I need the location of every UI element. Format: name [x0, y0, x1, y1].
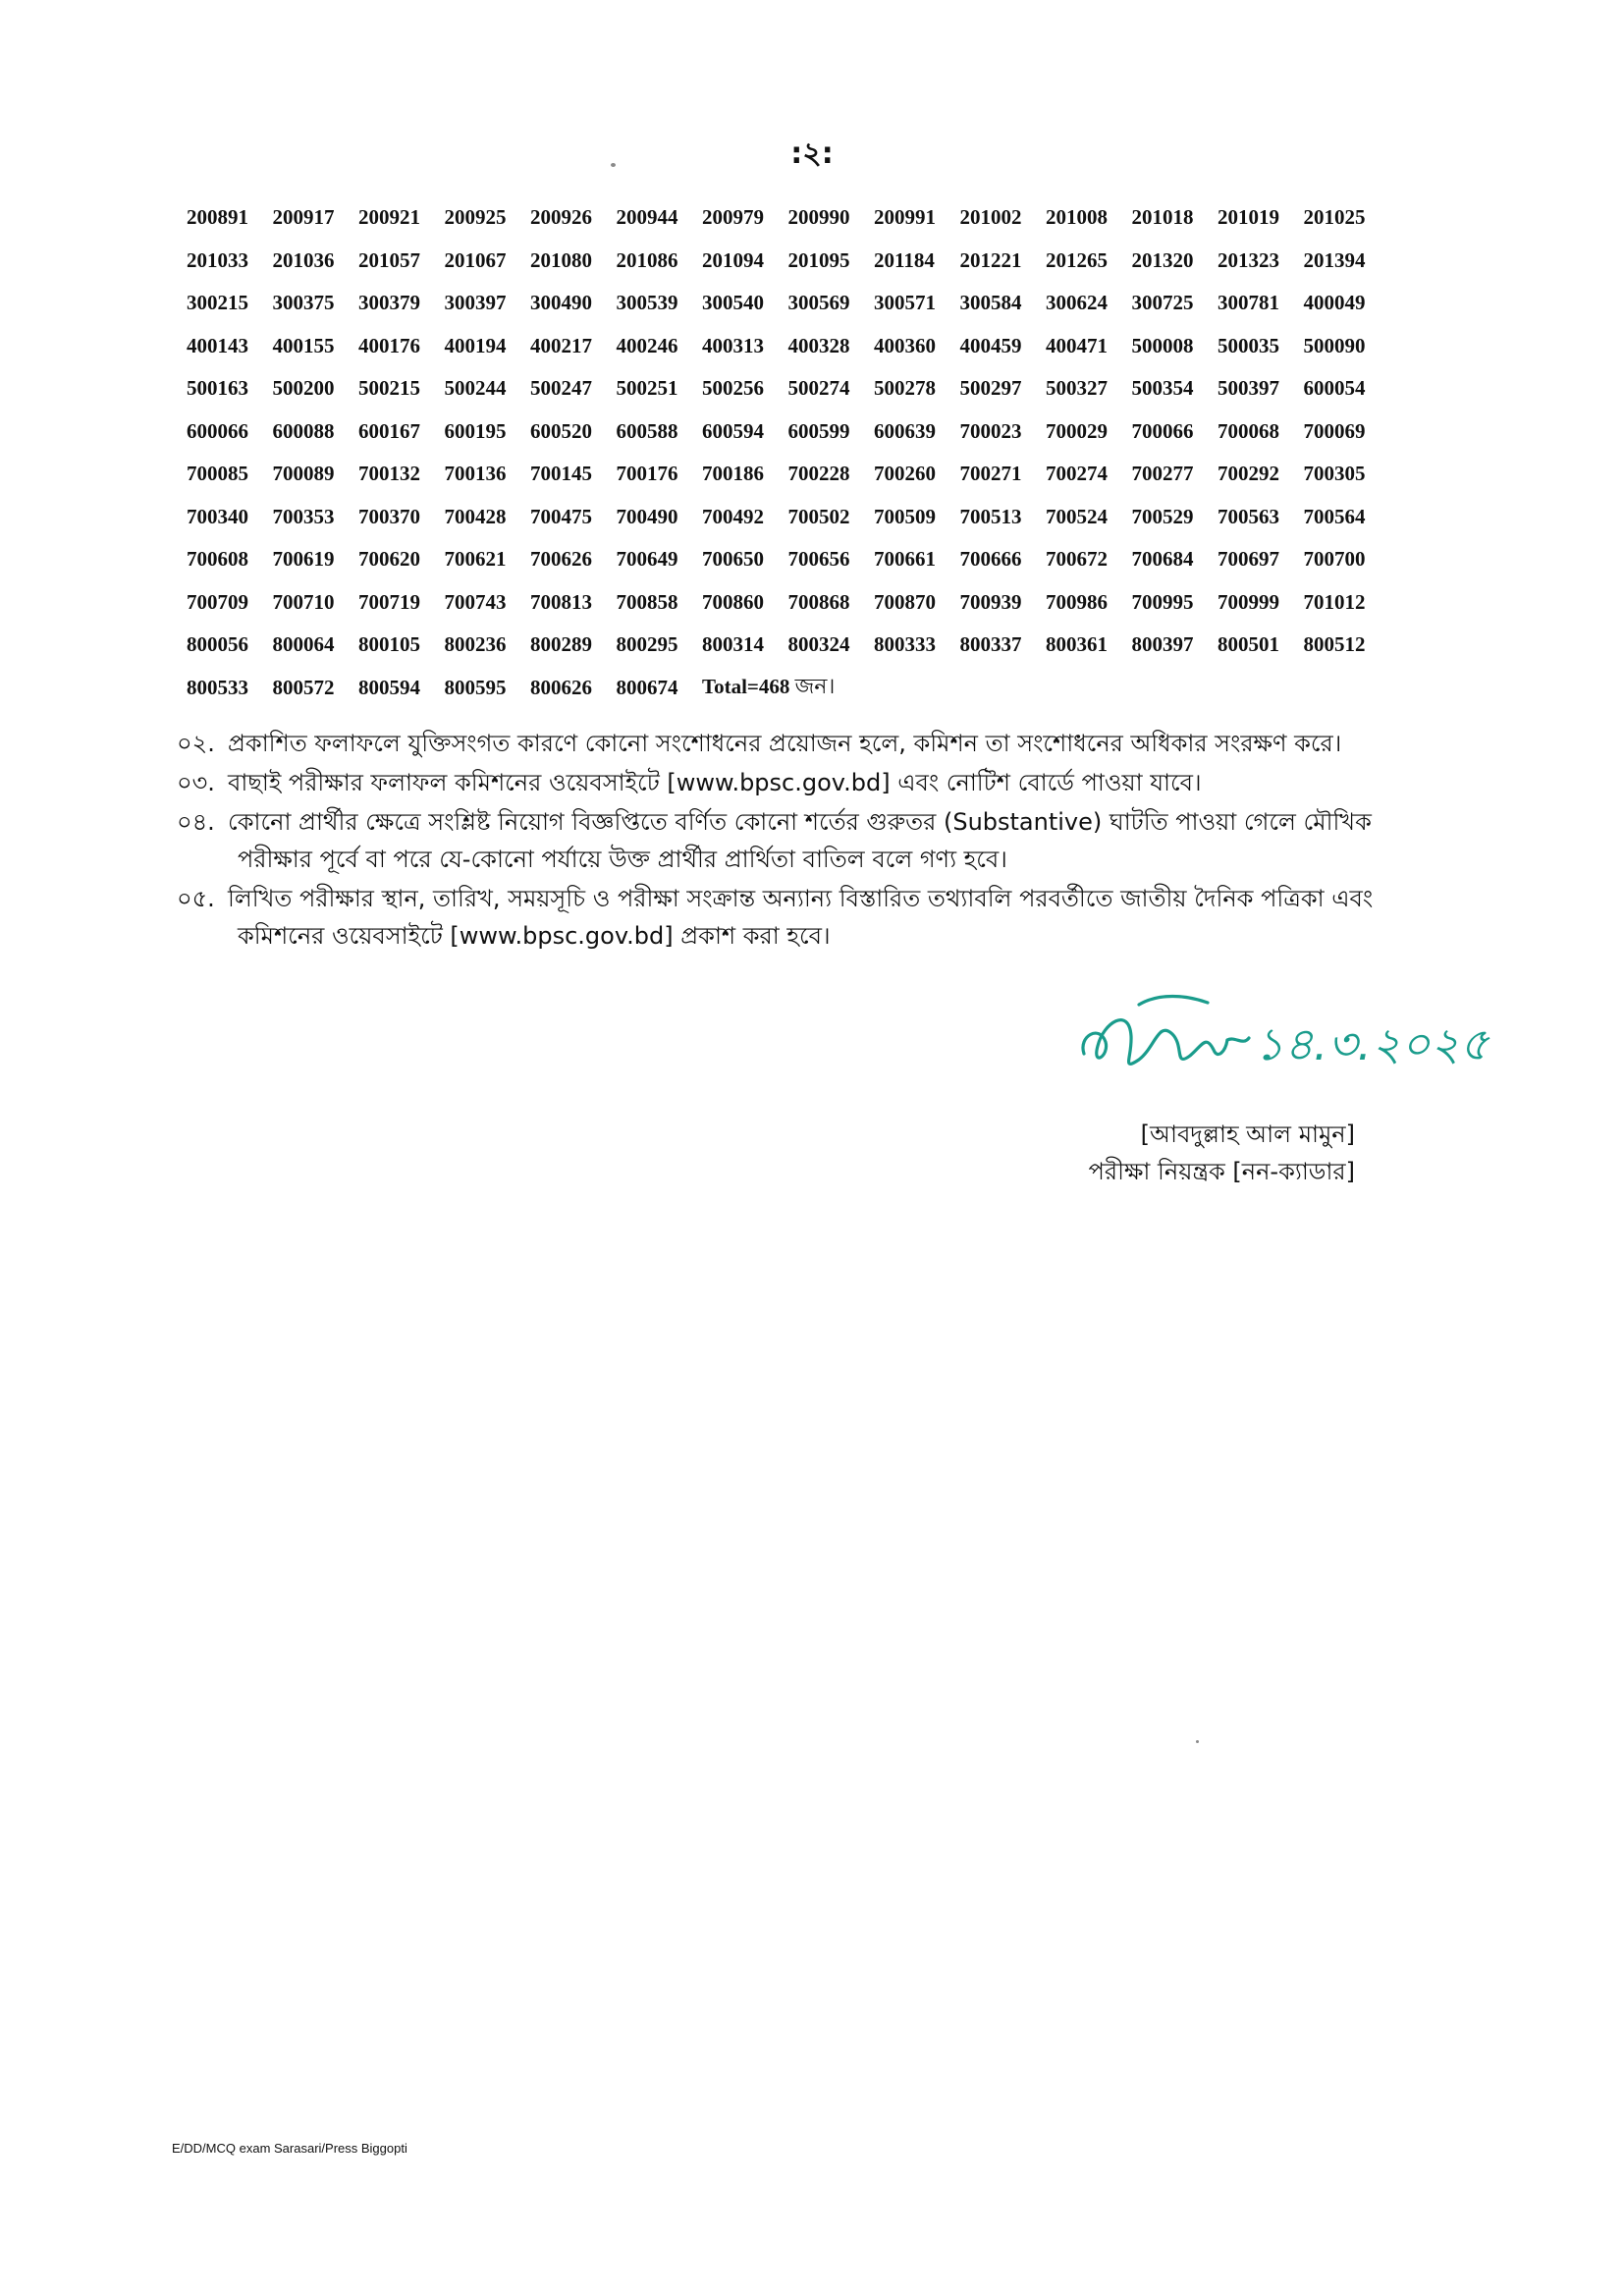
roll-number: 300379: [358, 291, 420, 315]
roll-number: 200925: [444, 205, 507, 230]
roll-number: 700529: [1131, 504, 1194, 528]
note-text: [228, 725, 1492, 762]
roll-number: 200991: [874, 205, 936, 230]
roll-number: 800626: [530, 675, 592, 699]
roll-number: 700621: [444, 547, 507, 572]
roll-number: 700620: [358, 547, 420, 572]
roll-number: 201036: [272, 247, 335, 272]
roll-number: 200926: [530, 205, 592, 230]
note-line: প্রকাশিত ফলাফলে যুক্তিসংগত কারণে কোনো সংশোধনের প্রয়োজন হলে, কমিশন তা সংশোধনের অধিকার সংরক্ষণ করে।: [228, 730, 1342, 757]
roll-number: 700813: [530, 589, 592, 614]
roll-number: 300215: [187, 291, 248, 315]
roll-number: 201394: [1303, 247, 1366, 272]
roll-number: 700710: [272, 589, 335, 614]
roll-number: 800324: [787, 632, 850, 657]
roll-number: 700132: [358, 462, 420, 486]
note-line: কোনো প্রার্থীর ক্ষেত্রে সংশ্লিষ্ট নিয়োগ বিজ্ঞপ্তিতে বর্ণিত কোনো শর্তের গুরুতর (Substantive) ঘাটতি পাওয়া গেলে মৌখিক: [228, 808, 1372, 836]
roll-number: 400176: [358, 333, 420, 357]
roll-number: 700509: [874, 504, 936, 528]
roll-number: 700277: [1131, 462, 1194, 486]
signature-graphic: [1070, 977, 1542, 1124]
roll-number: 700697: [1218, 547, 1279, 572]
scan-speck: [611, 163, 616, 167]
roll-number: 500215: [358, 376, 420, 401]
roll-number: 500297: [959, 376, 1022, 401]
note-number: ০৫.: [177, 885, 215, 912]
roll-number: 201086: [616, 247, 678, 272]
roll-number: 200917: [272, 205, 335, 230]
roll-row: [187, 325, 1389, 368]
note-text: [228, 803, 1492, 878]
roll-number: 700524: [1046, 504, 1108, 528]
roll-number: 700986: [1046, 589, 1108, 614]
footer-reference: E/DD/MCQ exam Sarasari/Press Biggopti: [172, 2141, 407, 2156]
roll-number: 201008: [1046, 205, 1108, 230]
note-number: ০৪.: [177, 808, 215, 836]
roll-number: 700023: [959, 418, 1022, 443]
note-line: বাছাই পরীক্ষার ফলাফল কমিশনের ওয়েবসাইটে [www.bpsc.gov.bd] এবং নোটিশ বোর্ডে পাওয়া যাবে।: [228, 769, 1202, 796]
roll-number: 300584: [959, 291, 1022, 315]
roll-row: [187, 367, 1389, 410]
roll-number: 400194: [444, 333, 507, 357]
roll-number: 201067: [444, 247, 507, 272]
note-number: ০২.: [177, 730, 215, 757]
signatory-name: [আবদুল্লাহ আল মামুন]: [1140, 1121, 1355, 1148]
roll-number: 700228: [787, 462, 850, 486]
roll-number: 700068: [1218, 418, 1279, 443]
roll-number: 400246: [616, 333, 678, 357]
roll-number: 500200: [272, 376, 335, 401]
note-text: [228, 880, 1492, 955]
roll-number: 400049: [1303, 291, 1366, 315]
roll-number: 201320: [1131, 247, 1194, 272]
note-item: [177, 880, 1492, 955]
roll-number: 500354: [1131, 376, 1194, 401]
roll-number: 700492: [702, 504, 764, 528]
roll-number: 700340: [187, 504, 248, 528]
roll-number: 300397: [444, 291, 507, 315]
roll-number: 700666: [959, 547, 1022, 572]
roll-number: 300725: [1131, 291, 1194, 315]
signatory-block: [1041, 1116, 1355, 1190]
roll-number: 700650: [702, 547, 764, 572]
roll-number: 700995: [1131, 589, 1194, 614]
roll-row: [187, 410, 1389, 454]
roll-number: 700305: [1303, 462, 1366, 486]
roll-number: 800512: [1303, 632, 1366, 657]
roll-number: 600195: [444, 418, 507, 443]
roll-number: 200921: [358, 205, 420, 230]
roll-number: 400313: [702, 333, 764, 357]
roll-row: [187, 196, 1389, 240]
roll-number: 700939: [959, 589, 1022, 614]
roll-number: 700069: [1303, 418, 1366, 443]
roll-number: 201080: [530, 247, 592, 272]
roll-number: 201095: [787, 247, 850, 272]
roll-number: 700186: [702, 462, 764, 486]
note-line: লিখিত পরীক্ষার স্থান, তারিখ, সময়সূচি ও পরীক্ষা সংক্রান্ত অন্যান্য বিস্তারিত তথ্যাবলি পরবর্তীতে জাতীয় দৈনিক পত্রিকা এবং: [228, 885, 1374, 912]
roll-number: 201265: [1046, 247, 1108, 272]
roll-number: 200944: [616, 205, 678, 230]
roll-number: 800533: [187, 675, 248, 699]
roll-number-table: [187, 196, 1389, 709]
roll-row: [187, 282, 1389, 325]
roll-number: 500163: [187, 376, 248, 401]
total-label: Total=468: [702, 674, 790, 698]
roll-number: 700709: [187, 589, 248, 614]
roll-number: 700626: [530, 547, 592, 572]
roll-number: 800501: [1218, 632, 1279, 657]
signatory-designation: পরীক্ষা নিয়ন্ত্রক [নন-ক্যাডার]: [1088, 1158, 1355, 1185]
roll-number: 400143: [187, 333, 248, 357]
roll-number: 700858: [616, 589, 678, 614]
roll-number: 700700: [1303, 547, 1366, 572]
roll-number: 700719: [358, 589, 420, 614]
roll-row: [187, 453, 1389, 496]
notes-list: [177, 725, 1492, 957]
roll-row: [187, 667, 1389, 710]
roll-number: 700661: [874, 547, 936, 572]
roll-number: 300571: [874, 291, 936, 315]
roll-number: 800064: [272, 632, 335, 657]
roll-number: 700370: [358, 504, 420, 528]
roll-number: 200979: [702, 205, 764, 230]
roll-number: 700475: [530, 504, 592, 528]
roll-number: 400471: [1046, 333, 1108, 357]
roll-number: 800397: [1131, 632, 1194, 657]
roll-number: 700428: [444, 504, 507, 528]
roll-number: 700274: [1046, 462, 1108, 486]
note-line: কমিশনের ওয়েবসাইটে [www.bpsc.gov.bd] প্রকাশ করা হবে।: [238, 922, 831, 950]
roll-number: 700608: [187, 547, 248, 572]
roll-number: 701012: [1303, 589, 1366, 614]
roll-number: 500244: [444, 376, 507, 401]
roll-number: 200891: [187, 205, 248, 230]
roll-row: [187, 240, 1389, 283]
roll-number: 500090: [1303, 333, 1366, 357]
roll-number: 700066: [1131, 418, 1194, 443]
roll-number: 500008: [1131, 333, 1194, 357]
roll-number: 800289: [530, 632, 592, 657]
roll-number: 300539: [616, 291, 678, 315]
roll-number: 700672: [1046, 547, 1108, 572]
roll-number: 700145: [530, 462, 592, 486]
roll-number: 800314: [702, 632, 764, 657]
roll-number: 600066: [187, 418, 248, 443]
handwritten-signature: [1070, 977, 1542, 1128]
roll-number: 300569: [787, 291, 850, 315]
roll-number: 700563: [1218, 504, 1279, 528]
roll-number: 500256: [702, 376, 764, 401]
roll-number: 800333: [874, 632, 936, 657]
roll-number: 201025: [1303, 205, 1366, 230]
roll-number: 600167: [358, 418, 420, 443]
roll-number: 700684: [1131, 547, 1194, 572]
roll-number: 700513: [959, 504, 1022, 528]
roll-number: 201019: [1218, 205, 1279, 230]
page-number: :২:: [790, 137, 834, 171]
roll-number: 201184: [874, 247, 935, 272]
note-number: ০৩.: [177, 769, 215, 796]
roll-number: 700870: [874, 589, 936, 614]
roll-number: 600599: [787, 418, 850, 443]
roll-number: 800572: [272, 675, 335, 699]
roll-number: 600520: [530, 418, 592, 443]
roll-number: 201002: [959, 205, 1022, 230]
roll-number: 700089: [272, 462, 335, 486]
roll-number: 500327: [1046, 376, 1108, 401]
roll-number: 800594: [358, 675, 420, 699]
roll-number: 700860: [702, 589, 764, 614]
roll-number: 800105: [358, 632, 420, 657]
roll-number: 500274: [787, 376, 850, 401]
roll-number: 800295: [616, 632, 678, 657]
roll-number: 700656: [787, 547, 850, 572]
note-text: [228, 764, 1492, 801]
roll-number: 800236: [444, 632, 507, 657]
total-unit: জন।: [794, 674, 836, 699]
roll-number: 700999: [1218, 589, 1279, 614]
roll-row: [187, 581, 1389, 625]
total-count: [702, 667, 1046, 710]
roll-number: 600588: [616, 418, 678, 443]
roll-number: 700868: [787, 589, 850, 614]
roll-number: 700176: [616, 462, 678, 486]
roll-number: 300624: [1046, 291, 1108, 315]
roll-number: 300375: [272, 291, 335, 315]
roll-number: 700649: [616, 547, 678, 572]
roll-number: 700619: [272, 547, 335, 572]
roll-number: 400328: [787, 333, 850, 357]
roll-number: 800337: [959, 632, 1022, 657]
roll-number: 300490: [530, 291, 592, 315]
scan-speck: [1196, 1740, 1199, 1743]
roll-number: 500278: [874, 376, 936, 401]
roll-number: 700490: [616, 504, 678, 528]
roll-number: 400459: [959, 333, 1022, 357]
roll-number: 600639: [874, 418, 936, 443]
roll-number: 500397: [1218, 376, 1279, 401]
roll-number: 800361: [1046, 632, 1108, 657]
roll-number: 400155: [272, 333, 335, 357]
roll-number: 700292: [1218, 462, 1279, 486]
roll-number: 201033: [187, 247, 248, 272]
note-item: [177, 803, 1492, 878]
roll-row: [187, 496, 1389, 539]
roll-number: 800056: [187, 632, 248, 657]
roll-number: 700136: [444, 462, 507, 486]
roll-number: 300540: [702, 291, 764, 315]
note-line: পরীক্ষার পূর্বে বা পরে যে-কোনো পর্যায়ে উক্ত প্রার্থীর প্রার্থিতা বাতিল বলে গণ্য হবে।: [238, 846, 1007, 873]
roll-row: [187, 538, 1389, 581]
roll-number: 600594: [702, 418, 764, 443]
roll-number: 700564: [1303, 504, 1366, 528]
roll-number: 700353: [272, 504, 335, 528]
roll-number: 200990: [787, 205, 850, 230]
roll-number: 500247: [530, 376, 592, 401]
roll-number: 700029: [1046, 418, 1108, 443]
roll-number: 500035: [1218, 333, 1279, 357]
roll-number: 201094: [702, 247, 764, 272]
roll-number: 700085: [187, 462, 248, 486]
signature-date: ১৪.৩.২০২৫: [1255, 1017, 1489, 1070]
roll-number: 800674: [616, 675, 678, 699]
roll-number: 700260: [874, 462, 936, 486]
roll-number: 600054: [1303, 376, 1366, 401]
roll-number: 201018: [1131, 205, 1194, 230]
note-item: [177, 764, 1492, 801]
roll-row: [187, 624, 1389, 667]
roll-number: 600088: [272, 418, 335, 443]
roll-number: 201057: [358, 247, 420, 272]
roll-number: 800595: [444, 675, 507, 699]
roll-number: 201221: [959, 247, 1022, 272]
roll-number: 300781: [1218, 291, 1279, 315]
roll-number: 201323: [1218, 247, 1279, 272]
roll-number: 700271: [959, 462, 1022, 486]
roll-number: 700743: [444, 589, 507, 614]
roll-number: 500251: [616, 376, 678, 401]
roll-number: 400217: [530, 333, 592, 357]
roll-number: 700502: [787, 504, 850, 528]
roll-number: 400360: [874, 333, 936, 357]
note-item: [177, 725, 1492, 762]
